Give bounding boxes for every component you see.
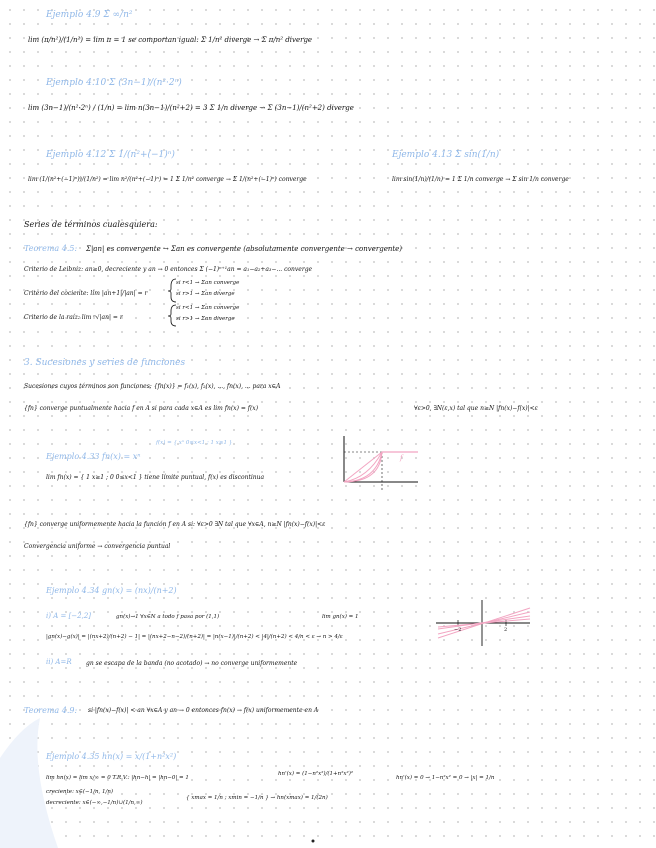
example-4-9-title: Ejemplo 4.9 Σ ∞/n² [46, 10, 133, 20]
graph-gn-label-minus: −2 [454, 627, 462, 633]
corner-shade [0, 718, 60, 848]
example-4-13-line: lim sin(1/n)/(1/n) = 1 Σ 1/n converge → Σ sin 1/n converge [392, 176, 569, 183]
teorema-4-9-label: Teorema 4.9: [24, 706, 78, 715]
case-braces [168, 278, 178, 328]
example-4-33-line: lim fn(x) = { 1 x≥1 ; 0 0≤x<1 } tiene límite puntual, f(x) es discontinua [46, 474, 265, 481]
raiz-case-b: si r>1 → Σan diverge [176, 316, 235, 322]
example-4-35-derivative: hn'(x) = (1−n²x²)/(1+n²x²)² [278, 771, 354, 777]
example-4-35-creciente: creciente: x∈(−1/n, 1/n) [46, 789, 114, 795]
example-4-34-i-text: gn(x)→1 ∀x∈N a todo f pasa por (1,1) [116, 614, 220, 620]
graph-gn [434, 598, 534, 648]
graph-gn-label-plus: 2 [504, 627, 508, 633]
example-4-35-extrema: { xmax = 1/n ; xmin = −1/n } → hn(xmax) = 1/(2n) [186, 795, 328, 801]
example-4-34-i-label: i) A = [−2,2] [46, 612, 92, 620]
example-4-35-decreciente: decreciente: x∈(−∞,−1/n)∪(1/n,∞) [46, 800, 143, 806]
sucesiones-line-2b: ∀ε>0, ∃N(ε,x) tal que n≥N |fn(x)−f(x)|<ε [414, 405, 538, 412]
raiz-criterion: Criterio de la raíz: lim ⁿ√|an| = r [24, 314, 123, 321]
example-4-13-title: Ejemplo 4.13 Σ sin(1/n) [392, 150, 500, 160]
example-4-35-critical: hn'(x) = 0 → 1−n²x² = 0 → |x| = 1/n [396, 775, 495, 781]
example-4-12-title: Ejemplo 4.12 Σ 1/(n²+(−1)ⁿ) [46, 150, 175, 160]
example-4-35-title: Ejemplo 4.35 hn(x) = x/(1+n²x²) [46, 752, 177, 761]
example-4-33-cases: f(x) = { xⁿ 0≤x<1 ; 1 x≥1 } [156, 440, 233, 446]
example-4-35-line-1: lim hn(x) = lim x/∞ = 0 T.R.V.: |hn−h| = |hn−0| = 1 [46, 775, 189, 781]
example-4-34-ii-text: gn se escapa de la banda (no acotado) → no converge uniformemente [86, 660, 298, 667]
teorema-4-9-text: si |fn(x)−f(x)| < an ∀x∈A y an → 0 entonces fn(x) → f(x) uniformemente en A [88, 707, 319, 714]
sucesiones-line-1: Sucesiones cuyos términos son funciones: {fn(x)} = f₁(x), f₂(x), ..., fn(x), ... para x∈A [24, 383, 281, 390]
graph-xn-label: f [400, 454, 403, 462]
graph-xn [338, 434, 422, 492]
uniforme-definition: {fn} converge uniformemente hacia la función f en A si: ∀ε>0 ∃N tal que ∀x∈A, n≥N |fn(x)−f(x)|<ε [24, 521, 326, 528]
cociente-case-b: si r>1 → Σan diverge [176, 291, 235, 297]
example-4-9-line: lim (π/n²)/(1/n²) = lim π = 1 se comportan igual: Σ 1/n² diverge → Σ π/n² diverge [28, 36, 313, 44]
section-3-heading: 3. Sucesiones y series de funciones [24, 358, 186, 368]
teorema-4-5-text: Σ|an| es convergente → Σan es convergente (absolutamente convergente → convergente) [86, 245, 403, 253]
example-4-34-inequality: |gn(x)−g(x)| = |(nx+2)/(n+2) − 1| = |(nx+2−n−2)/(n+2)| = |n(x−1)|/(n+2) < |4|/(n+2) < 4/n < ε → n > 4/ε [46, 634, 343, 640]
example-4-10-title: Ejemplo 4.10 Σ (3n−1)/(n²·2ⁿ) [46, 78, 182, 88]
series-heading: Series de términos cualesquiera: [24, 220, 158, 229]
cociente-criterion: Criterio del cociente: lim |an+1|/|an| = r [24, 290, 148, 297]
example-4-34-title: Ejemplo 4.34 gn(x) = (nx)/(n+2) [46, 586, 177, 595]
leibniz-criterion: Criterio de Leibniz: an≥0, decreciente y an → 0 entonces Σ (−1)ⁿ⁺¹an = a₁−a₂+a₃−... converge [24, 266, 313, 273]
example-4-34-i-lim: lim gn(x) = 1 [322, 614, 359, 620]
cociente-case-a: si r<1 → Σan converge [176, 280, 240, 286]
example-4-12-line: lim (1/(n²+(−1)ⁿ))/(1/n²) = lim n²/(n²+(−1)ⁿ) = 1 Σ 1/n² converge → Σ 1/(n²+(−1)ⁿ) converge [28, 176, 307, 183]
example-4-10-line: lim (3n−1)/(n²·2ⁿ) / (1/n) = lim n(3n−1)/(n²+2) = 3 Σ 1/n diverge → Σ (3n−1)/(n²+2) diverge [28, 104, 354, 112]
teorema-4-5-label: Teorema 4.5: [24, 244, 78, 253]
example-4-34-ii-label: ii) A=R [46, 658, 72, 666]
example-4-33-title: Ejemplo 4.33 fn(x) = xⁿ [46, 452, 141, 461]
raiz-case-a: si r<1 → Σan converge [176, 305, 240, 311]
sucesiones-line-2: {fn} converge puntualmente hacia f en A si para cada x∈A es lim fn(x) = f(x) [24, 405, 259, 412]
page-dot [310, 838, 316, 844]
uniforme-implies-puntual: Convergencia uniforme → convergencia puntual [24, 543, 171, 550]
